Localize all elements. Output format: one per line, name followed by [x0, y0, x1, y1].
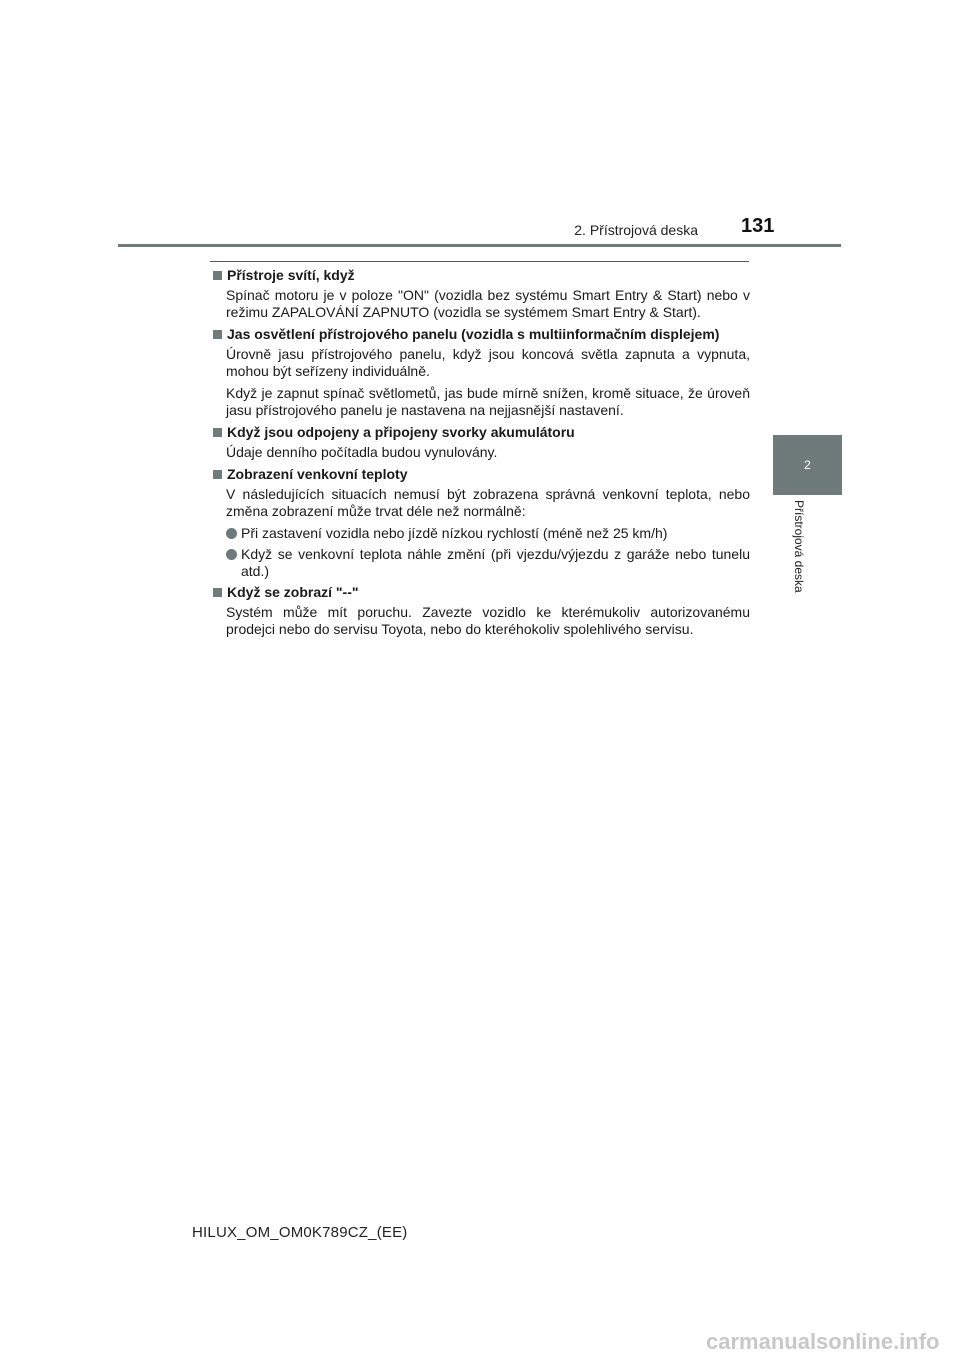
square-bullet-icon: [213, 428, 222, 437]
section-heading: [210, 424, 750, 441]
list-item-text: Když se venkovní teplota náhle změní (při vjezdu/výjezdu z garáže nebo tunelu atd.): [241, 546, 750, 579]
content-top-rule: [210, 261, 749, 262]
list-item: [226, 546, 750, 580]
heading-text: Když jsou odpojeny a připojeny svorky akumulátoru: [227, 424, 575, 440]
square-bullet-icon: [213, 271, 222, 280]
list-item: [226, 525, 750, 542]
section-dash-display: [210, 584, 750, 638]
header-rule: [118, 244, 841, 247]
side-tab-chapter-number: 2: [773, 435, 842, 495]
paragraph: Když je zapnut spínač světlometů, jas bude mírně snížen, kromě situace, že úroveň jasu přístrojového panelu je nastavena na nejjasnější nastavení.: [226, 385, 750, 418]
section-panel-brightness: [210, 326, 750, 419]
page-number: 131: [741, 215, 775, 237]
footer-doc-code: HILUX_OM_OM0K789CZ_(EE): [192, 1224, 408, 1241]
paragraph: Systém může mít poruchu. Zavezte vozidlo ke kterémukoliv autorizovanému prodejci nebo do servisu Toyota, nebo do kteréhokoliv spolehlivého servisu.: [226, 604, 750, 637]
section-heading: [210, 267, 750, 284]
paragraph: Spínač motoru je v poloze "ON" (vozidla bez systému Smart Entry & Start) nebo v režimu ZAPALOVÁNÍ ZAPNUTO (vozidla se systémem Smart Entry & Start).: [226, 287, 750, 320]
chapter-title: 2. Přístrojová deska: [574, 222, 698, 238]
section-heading: [210, 584, 750, 601]
paragraph: Úrovně jasu přístrojového panelu, když jsou koncová světla zapnuta a vypnuta, mohou být seřízeny individuálně.: [226, 346, 750, 379]
section-outside-temperature: [210, 466, 750, 580]
heading-text: Zobrazení venkovní teploty: [227, 466, 408, 482]
square-bullet-icon: [213, 588, 222, 597]
round-bullet-icon: [226, 549, 237, 560]
square-bullet-icon: [213, 470, 222, 479]
section-instruments-lit: [210, 267, 750, 321]
page-content: [210, 267, 750, 643]
paragraph: V následujících situacích nemusí být zobrazena správná venkovní teplota, nebo změna zobrazení může trvat déle než normálně:: [226, 486, 750, 519]
heading-text: Přístroje svítí, když: [227, 267, 355, 283]
heading-text: Když se zobrazí "--": [227, 584, 359, 600]
section-battery-terminals: [210, 424, 750, 461]
section-heading: [210, 326, 750, 343]
paragraph: Údaje denního počítadla budou vynulovány.: [226, 444, 498, 460]
section-heading: [210, 466, 750, 483]
heading-text: Jas osvětlení přístrojového panelu (vozidla s multiinformačním displejem): [227, 326, 720, 342]
round-bullet-icon: [226, 528, 237, 539]
side-tab-chapter-label: Přístrojová deska: [792, 500, 806, 593]
watermark: carmanualsonline.info: [706, 1329, 940, 1354]
square-bullet-icon: [213, 330, 222, 339]
list-item-text: Při zastavení vozidla nebo jízdě nízkou rychlostí (méně než 25 km/h): [241, 525, 668, 541]
